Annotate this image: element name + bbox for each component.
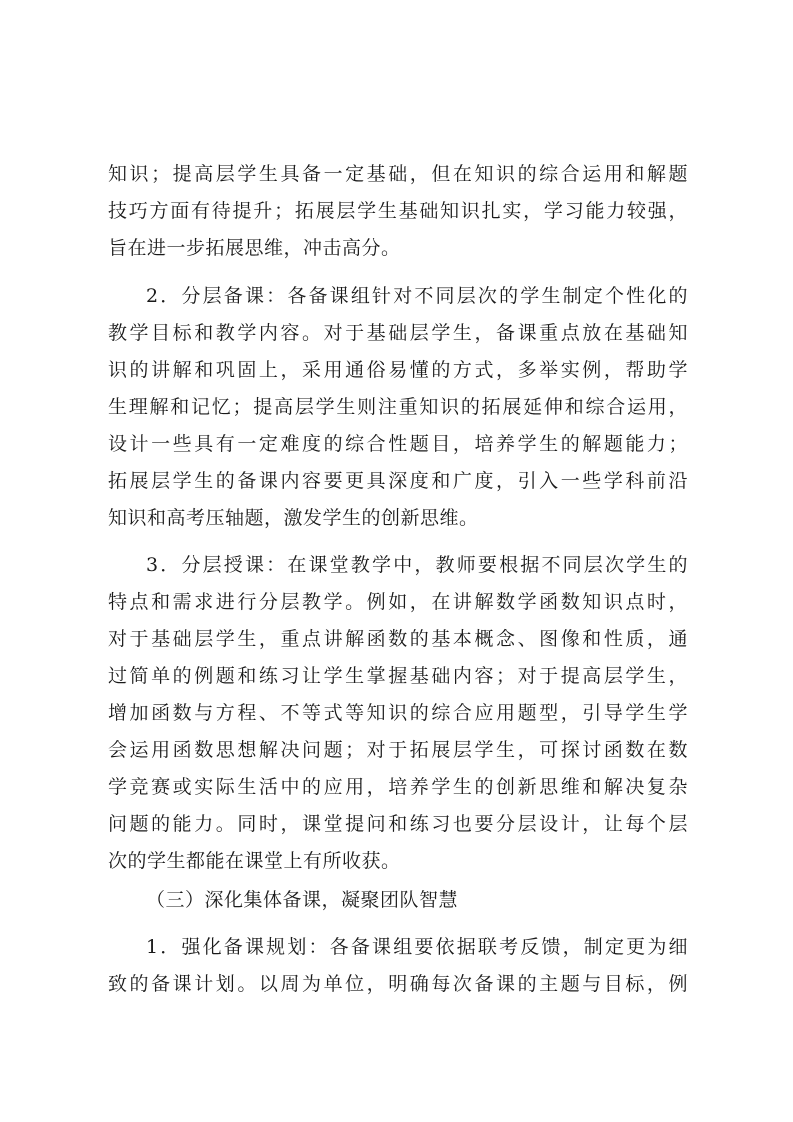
text-line: 教学目标和教学内容。对于基础层学生，备课重点放在基础知 — [108, 322, 688, 344]
text-line: 会运用函数思想解决问题；对于拓展层学生，可探讨函数在数 — [108, 739, 688, 761]
text-line: 特点和需求进行分层教学。例如，在讲解数学函数知识点时， — [108, 591, 688, 613]
text-line: 次的学生都能在课堂上有所收获。 — [108, 850, 401, 872]
text-line: 致的备课计划。以周为单位，明确每次备课的主题与目标，例 — [108, 973, 688, 995]
text-line: 学竞赛或实际生活中的应用，培养学生的创新思维和解决复杂 — [108, 776, 688, 798]
text-line: 知识；提高层学生具备一定基础，但在知识的综合运用和解题 — [108, 163, 688, 185]
text-line: 对于基础层学生，重点讲解函数的基本概念、图像和性质，通 — [108, 628, 688, 650]
text-line: 旨在进一步拓展思维，冲击高分。 — [108, 237, 401, 259]
text-line: 生理解和记忆；提高层学生则注重知识的拓展延伸和综合运用， — [108, 396, 688, 418]
text-line: 过简单的例题和练习让学生掌握基础内容；对于提高层学生， — [108, 665, 688, 687]
text-line: 2．分层备课：各备课组针对不同层次的学生制定个性化的 — [146, 285, 688, 307]
text-line: 问题的能力。同时，课堂提问和练习也要分层设计，让每个层 — [108, 813, 688, 835]
text-line: 1．强化备课规划：各备课组要依据联考反馈，制定更为细 — [146, 936, 688, 958]
text-line: 设计一些具有一定难度的综合性题目，培养学生的解题能力； — [108, 433, 688, 455]
text-line: 增加函数与方程、不等式等知识的综合应用题型，引导学生学 — [108, 702, 688, 724]
text-line: 技巧方面有待提升；拓展层学生基础知识扎实，学习能力较强， — [108, 200, 688, 222]
text-line: 拓展层学生的备课内容要更具深度和广度，引入一些学科前沿 — [108, 470, 688, 492]
text-line: 知识和高考压轴题，激发学生的创新思维。 — [108, 507, 479, 529]
text-line: 识的讲解和巩固上，采用通俗易懂的方式，多举实例，帮助学 — [108, 359, 688, 381]
section-heading: （三）深化集体备课，凝聚团队智慧 — [146, 889, 459, 911]
text-line: 3．分层授课：在课堂教学中，教师要根据不同层次学生的 — [146, 554, 688, 576]
